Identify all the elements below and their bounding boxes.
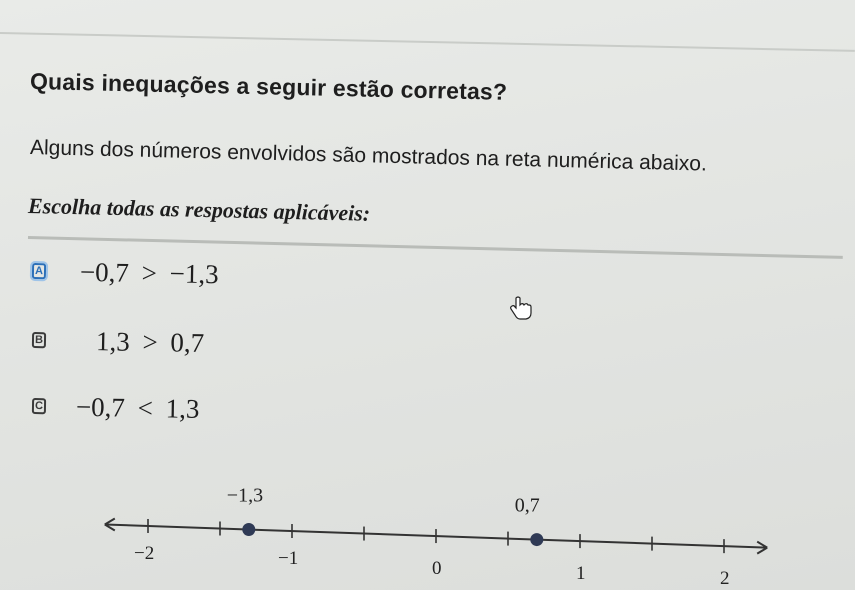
option-c-text: −0,7 < 1,3 (75, 391, 200, 424)
tick-label: 2 (720, 568, 730, 590)
question-subtitle: Alguns dos números envolvidos são mostrados na reta numérica abaixo. (29, 136, 708, 176)
option-c[interactable] (32, 390, 200, 425)
top-divider (0, 32, 855, 52)
option-b[interactable] (32, 324, 205, 359)
point-marker (242, 523, 255, 536)
option-a-checkbox[interactable]: A (32, 263, 46, 279)
question-title: Quais inequações a seguir estão corretas? (29, 68, 508, 105)
options-divider (28, 236, 843, 259)
option-a-text: −0,7 > −1,3 (79, 256, 219, 289)
option-c-checkbox[interactable]: C (32, 398, 46, 414)
instruction-text: Escolha todas as respostas aplicáveis: (27, 193, 371, 226)
option-b-checkbox[interactable]: B (32, 332, 46, 348)
tick-label: −1 (278, 548, 299, 570)
hand-cursor-icon (510, 296, 532, 320)
number-line (0, 470, 855, 590)
point-marker (530, 533, 543, 546)
tick-label: −2 (134, 542, 155, 564)
tick-label: 1 (576, 563, 586, 585)
point-label: 0,7 (514, 494, 540, 517)
option-a[interactable] (32, 255, 219, 290)
tick-label: 0 (432, 558, 442, 580)
option-b-text: 1,3 > 0,7 (95, 325, 205, 358)
point-label: −1,3 (226, 484, 264, 507)
